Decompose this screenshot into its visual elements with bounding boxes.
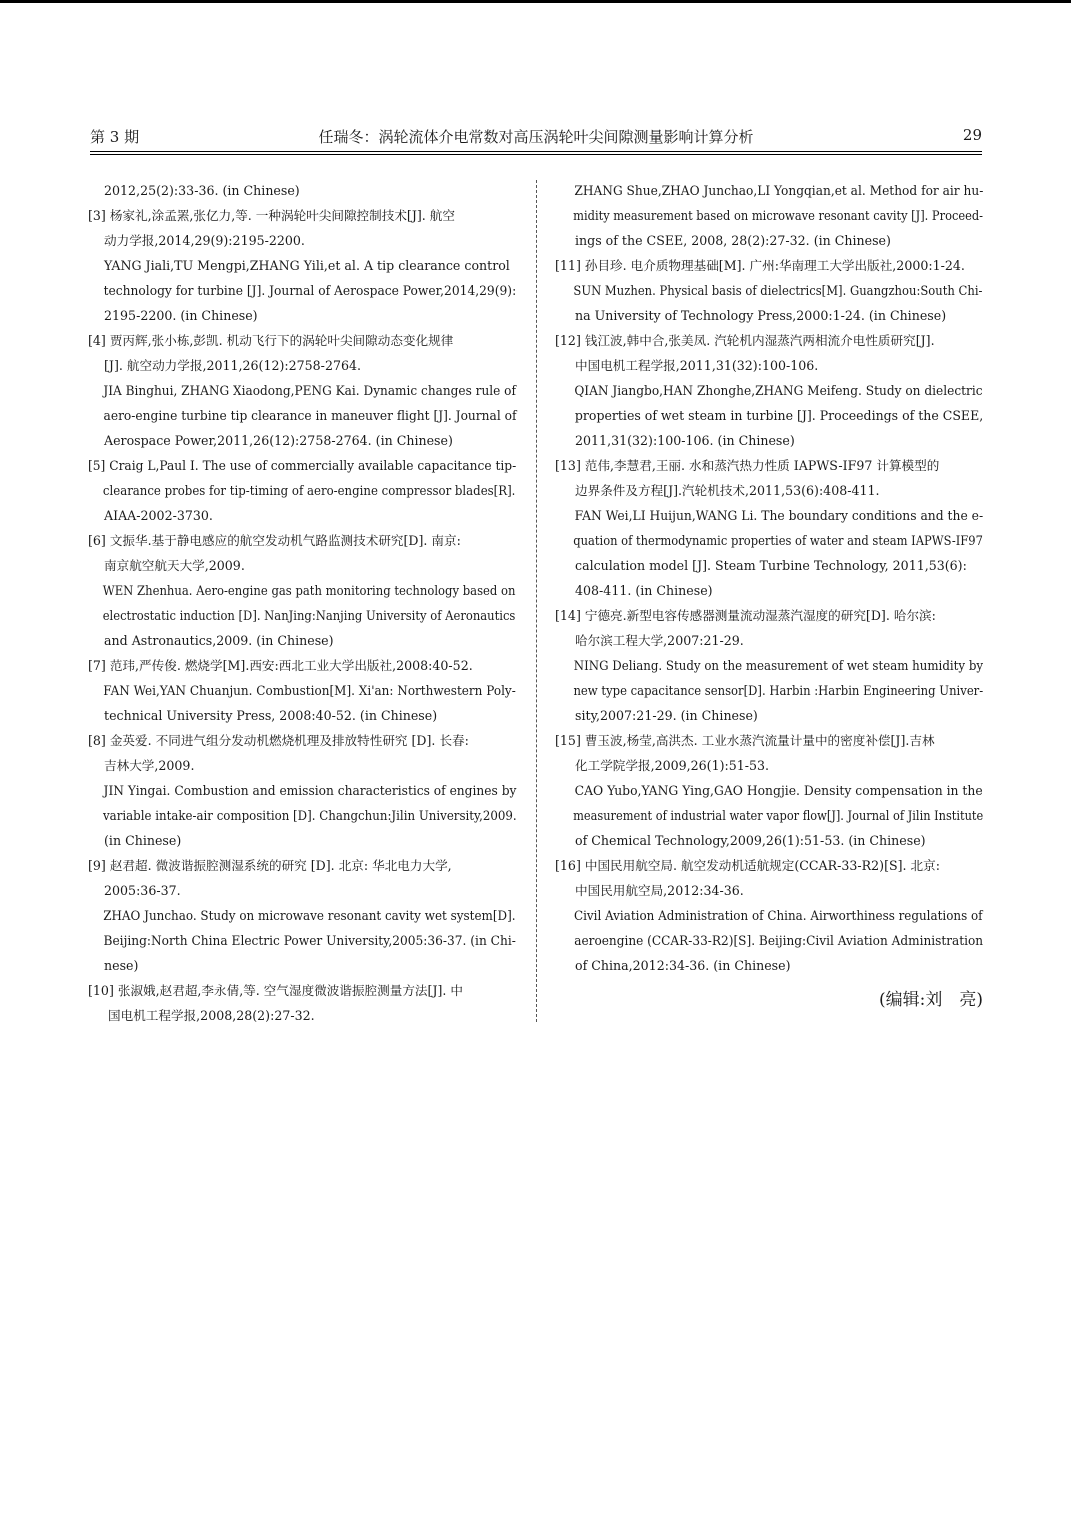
reference-line: new type capacitance sensor[D]. Harbin :Harbin Engineering Univer- (555, 683, 984, 698)
reference-line: technical University Press, 2008:40-52. (in Chinese) (88, 708, 438, 723)
reference-line: [14] 宁德亮.新型电容传感器测量流动湿蒸汽湿度的研究[D]. 哈尔滨: (555, 608, 936, 623)
reference-line: 2005:36-37. (88, 883, 181, 898)
reference-line: [J]. 航空动力学报,2011,26(12):2758-2764. (88, 358, 361, 373)
reference-line: JIN Yingai. Combustion and emission characteristics of engines by (88, 783, 517, 798)
reference-line: calculation model [J]. Steam Turbine Technology, 2011,53(6): (555, 558, 967, 573)
reference-line: sity,2007:21-29. (in Chinese) (555, 708, 758, 723)
reference-line: YANG Jiali,TU Mengpi,ZHANG Yili,et al. A tip clearance control (88, 258, 510, 273)
page-number: 29 (962, 126, 982, 144)
reference-line: 边界条件及方程[J].汽轮机技术,2011,53(6):408-411. (555, 483, 880, 498)
reference-line: [8] 金英爱. 不同进气组分发动机燃烧机理及排放特性研究 [D]. 长春: (88, 733, 469, 748)
reference-line: variable intake-air composition [D]. Changchun:Jilin University,2009. (88, 808, 517, 823)
reference-line: 吉林大学,2009. (88, 758, 195, 773)
reference-line: aeroengine (CCAR-33-R2)[S]. Beijing:Civil Aviation Administration (555, 933, 984, 948)
reference-line: midity measurement based on microwave resonant cavity [J]. Proceed- (555, 208, 984, 223)
editor-note: (编辑:刘 亮) (879, 990, 983, 1010)
reference-line: ZHANG Shue,ZHAO Junchao,LI Yongqian,et al. Method for air hu- (555, 183, 984, 198)
reference-line: [12] 钱江波,韩中合,张美凤. 汽轮机内湿蒸汽两相流介电性质研究[J]. (555, 333, 935, 348)
reference-line: CAO Yubo,YANG Ying,GAO Hongjie. Density compensation in the (555, 783, 983, 798)
reference-line: of China,2012:34-36. (in Chinese) (555, 958, 791, 973)
reference-line: aero-engine turbine tip clearance in maneuver flight [J]. Journal of (88, 408, 517, 423)
reference-line: 国电机工程学报,2008,28(2):27-32. (88, 1008, 315, 1023)
reference-line: [7] 范玮,严传俊. 燃烧学[M].西安:西北工业大学出版社,2008:40-52. (88, 658, 473, 673)
reference-line: QIAN Jiangbo,HAN Zhonghe,ZHANG Meifeng. Study on dielectric (555, 383, 983, 398)
reference-line: [9] 赵君超. 微波谐振腔测湿系统的研究 [D]. 北京: 华北电力大学, (88, 858, 452, 873)
reference-line: [13] 范伟,李慧君,王丽. 水和蒸汽热力性质 IAPWS-IF97 计算模型的 (555, 458, 940, 473)
reference-line: 2011,31(32):100-106. (in Chinese) (555, 433, 795, 448)
reference-line: ZHAO Junchao. Study on microwave resonant cavity wet system[D]. (88, 908, 516, 923)
reference-line: [6] 文振华.基于静电感应的航空发动机气路监测技术研究[D]. 南京: (88, 533, 461, 548)
running-header (90, 126, 982, 150)
reference-line: [10] 张淑娥,赵君超,李永倩,等. 空气湿度微波谐振腔测量方法[J]. 中 (88, 983, 464, 998)
reference-line: 中国电机工程学报,2011,31(32):100-106. (555, 358, 819, 373)
reference-line: of Chemical Technology,2009,26(1):51-53. (in Chinese) (555, 833, 926, 848)
reference-line: na University of Technology Press,2000:1-24. (in Chinese) (555, 308, 947, 323)
reference-line: Aerospace Power,2011,26(12):2758-2764. (in Chinese) (88, 433, 453, 448)
reference-line: FAN Wei,YAN Chuanjun. Combustion[M]. Xi'an: Northwestern Poly- (88, 683, 516, 698)
reference-line: 动力学报,2014,29(9):2195-2200. (88, 233, 305, 248)
reference-line: and Astronautics,2009. (in Chinese) (88, 633, 334, 648)
reference-line: NING Deliang. Study on the measurement of wet steam humidity by (555, 658, 984, 673)
reference-line: 哈尔滨工程大学,2007:21-29. (555, 633, 744, 648)
reference-line: Civil Aviation Administration of China. Airworthiness regulations of (555, 908, 983, 923)
reference-line: electrostatic induction [D]. NanJing:Nanjing University of Aeronautics (88, 608, 516, 623)
reference-line: 2195-2200. (in Chinese) (88, 308, 258, 323)
reference-line: clearance probes for tip-timing of aero-engine compressor blades[R]. (88, 483, 516, 498)
reference-line: nese) (88, 958, 139, 973)
reference-line: [4] 贾丙辉,张小栋,彭凯. 机动飞行下的涡轮叶尖间隙动态变化规律 (88, 333, 454, 348)
column-divider (536, 180, 537, 1022)
issue-number: 第 3 期 (90, 128, 140, 146)
header-rule-bottom (90, 154, 982, 155)
reference-line: [3] 杨家礼,涂孟罴,张亿力,等. 一种涡轮叶尖间隙控制技术[J]. 航空 (88, 208, 455, 223)
reference-line: ings of the CSEE, 2008, 28(2):27-32. (in Chinese) (555, 233, 891, 248)
reference-line: SUN Muzhen. Physical basis of dielectrics[M]. Guangzhou:South Chi- (555, 283, 983, 298)
reference-line: [5] Craig L,Paul I. The use of commercially available capacitance tip- (88, 458, 517, 473)
reference-line: quation of thermodynamic properties of water and steam IAPWS-IF97 (555, 533, 983, 548)
reference-line: measurement of industrial water vapor flow[J]. Journal of Jilin Institute (555, 808, 984, 823)
reference-line: technology for turbine [J]. Journal of Aerospace Power,2014,29(9): (88, 283, 517, 298)
reference-line: JIA Binghui, ZHANG Xiaodong,PENG Kai. Dynamic changes rule of (88, 383, 516, 398)
reference-line: 南京航空航天大学,2009. (88, 558, 245, 573)
references-left-column (88, 178, 516, 1028)
reference-line: [11] 孙目珍. 电介质物理基础[M]. 广州:华南理工大学出版社,2000:1-24. (555, 258, 965, 273)
reference-line: 408-411. (in Chinese) (555, 583, 713, 598)
reference-line: 化工学院学报,2009,26(1):51-53. (555, 758, 770, 773)
reference-line: WEN Zhenhua. Aero-engine gas path monitoring technology based on (88, 583, 516, 598)
references-right-column (555, 178, 983, 1022)
reference-line: Beijing:North China Electric Power University,2005:36-37. (in Chi- (88, 933, 516, 948)
reference-line: [16] 中国民用航空局. 航空发动机适航规定(CCAR-33-R2)[S]. 北京: (555, 858, 940, 873)
reference-line: FAN Wei,LI Huijun,WANG Li. The boundary conditions and the e- (555, 508, 984, 523)
running-title: 任瑞冬：涡轮流体介电常数对高压涡轮叶尖间隙测量影响计算分析 (318, 128, 754, 146)
reference-line: AIAA-2002-3730. (88, 508, 213, 523)
header-rule-top (90, 151, 982, 152)
reference-line: [15] 曹玉波,杨莹,高洪杰. 工业水蒸汽流量计量中的密度补偿[J].吉林 (555, 733, 935, 748)
top-border (0, 0, 1071, 3)
reference-line: 2012,25(2):33-36. (in Chinese) (88, 183, 300, 198)
reference-line: 中国民用航空局,2012:34-36. (555, 883, 744, 898)
reference-line: properties of wet steam in turbine [J]. Proceedings of the CSEE, (555, 408, 984, 423)
reference-line: (in Chinese) (88, 833, 182, 848)
